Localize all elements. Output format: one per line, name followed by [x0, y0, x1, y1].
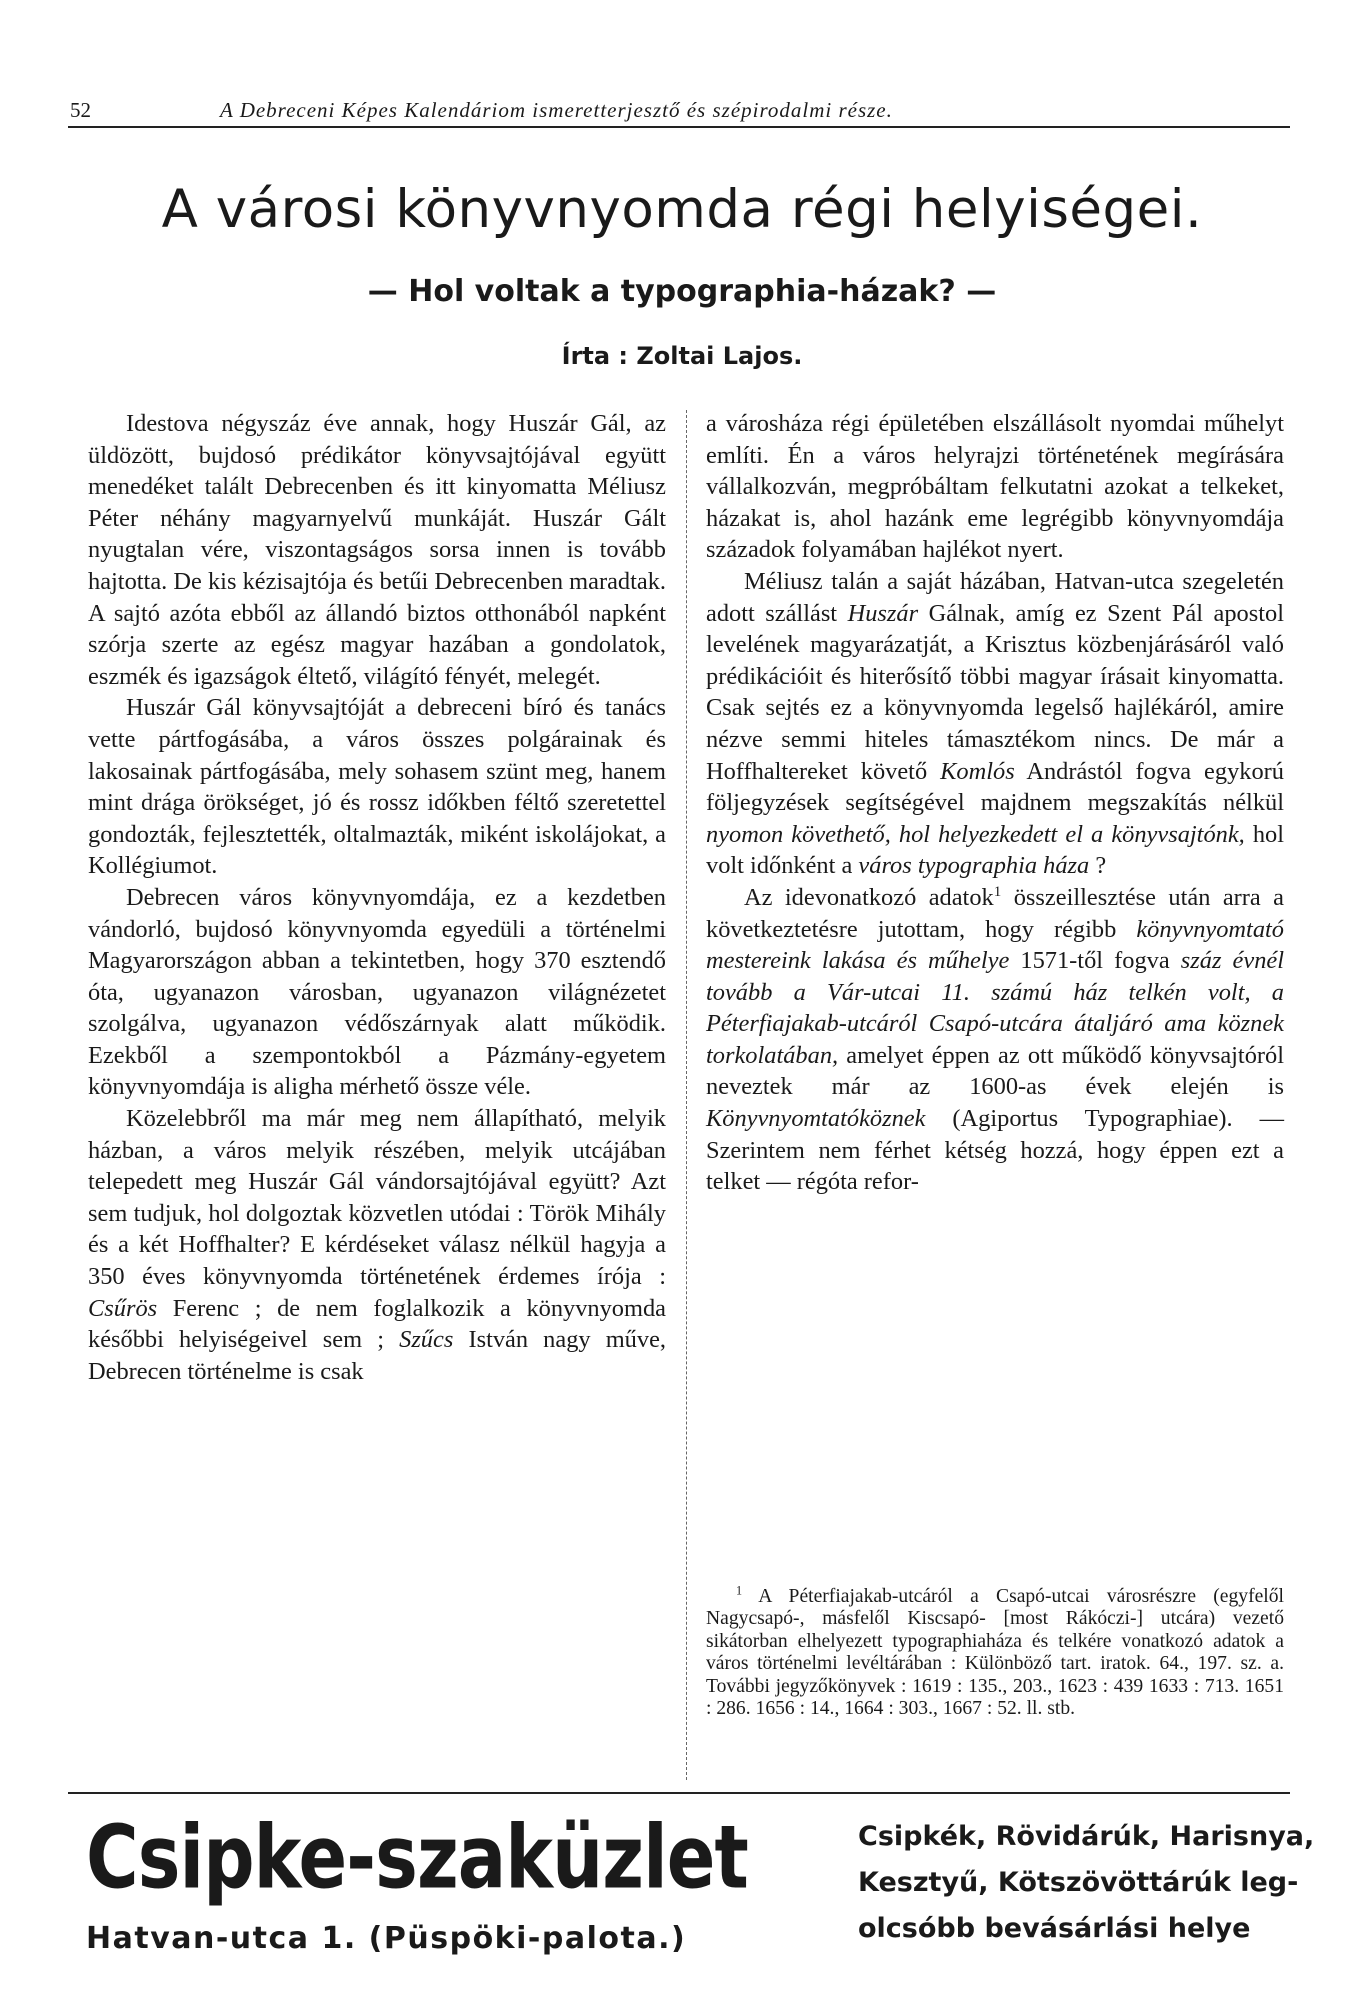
right-column — [706, 408, 1284, 1198]
advertisement-line-2: Kesztyű, Kötszövöttárúk leg- — [858, 1867, 1299, 1898]
right-p2-name-2: Komlós — [940, 757, 1015, 785]
right-p3-text-c: 1571-től fogva — [1009, 947, 1181, 975]
footnote-marker: 1 — [736, 1583, 743, 1598]
right-p2-italic-2: város typographia háza — [858, 852, 1090, 880]
right-p3-italic-3: Könyvnyomtatóköznek — [706, 1105, 926, 1133]
page-number: 52 — [70, 98, 91, 122]
right-p2-text-e: ? — [1089, 852, 1107, 880]
advertisement-rule — [68, 1792, 1290, 1794]
advertisement-description — [858, 1814, 1315, 1952]
left-p4-text-c: István nagy műve, Debrecen történelme is csak — [88, 1326, 666, 1385]
right-p2-name: Huszár — [847, 599, 919, 627]
footnote-reference[interactable]: 1 — [993, 883, 1002, 900]
right-p2-text-d: hol volt időnként a — [706, 820, 1285, 880]
running-head — [68, 96, 1290, 128]
article-byline: Írta : Zoltai Lajos. — [561, 342, 803, 370]
advertisement-line-3: olcsóbb bevásárlási helye — [858, 1913, 1251, 1944]
right-p3-italic-2: száz évnél tovább a Vár-utcai 11. számú ház telkén volt, a Péterfiajakab-utcáról Csapó-utcára átaljáró ama köznek torkolatában, — [706, 947, 1284, 1069]
right-paragraph-2 — [706, 566, 1284, 882]
left-paragraph-1: Idestova négyszáz éve annak, hogy Huszár Gál, az üldözött, bujdosó prédikátor könyvsajtójával együtt menedéket talált Debrecenben és itt kinyomatta Méliusz Péter néhány magyarnyelvű munkáját. Huszár Gált nyugtalan vére, viszontagságos sorsa innen is tovább hajtotta. De kis kézisajtója és betűi Debrecenben maradtak. A sajtó azóta ebből az állandó biztos otthonából napként szórja szerte az egész magyar hazában a gondolatok, eszmék és igazságok éltető, világító fényét, melegét. — [88, 410, 666, 690]
footnote — [706, 1583, 1284, 1720]
right-p3-text-b: összeillesztése után arra a következtetésre jutottam, hogy régibb — [706, 883, 1284, 943]
right-p3-text-e: (Agiportus Typographiae). — Szerintem nem férhet kétség hozzá, hogy éppen ezt a telket — régóta refor- — [706, 1105, 1284, 1196]
article-title: A városi könyvnyomda régi helyiségei. — [161, 179, 1203, 240]
right-p3-italic-1: könyvnyomtató mestereink lakása és műhelye — [706, 915, 1284, 975]
left-p4-text-a: Közelebbről ma már meg nem állapítható, melyik házban, a város melyik részében, melyik utcájában telepedett meg Huszár Gál vándorsajtójával együtt? Azt sem tudjuk, hol dolgoztak közvetlen utódai : Török Mihály és a két Hoffhalter? E kérdéseket válasz nélkül hagyja a 350 éves könyvnyomda történetének érdemes írója : — [88, 1105, 666, 1291]
right-p2-text-a: Méliusz talán a saját házában, Hatvan-utca szegeletén adott szállást — [706, 567, 1284, 627]
advertisement-name: Csipke-szaküzlet — [86, 1808, 748, 1909]
left-p4-text-b: Ferenc ; de nem foglalkozik a könyvnyomda későbbi helyiségeivel sem ; — [88, 1294, 666, 1354]
left-column — [88, 408, 666, 1387]
right-p2-italic-1: nyomon követhető, hol helyezkedett el a könyvsajtónk, — [706, 820, 1245, 848]
column-divider — [686, 410, 687, 1780]
right-paragraph-3 — [706, 882, 1284, 1198]
left-paragraph-3: Debrecen város könyvnyomdája, ez a kezdetben vándorló, bujdosó könyvnyomda egyedüli a történelmi Magyarországon abban a tekintetben, hogy 370 esztendő óta, ugyanazon városban, ugyanazon világnézetet szolgálva, ugyanazon védőszárnyak alatt működik. Ezekből a szempontokból a Pázmány-egyetem könyvnyomdája is aligha mérhető össze véle. — [88, 883, 666, 1101]
footnote-paragraph — [706, 1583, 1284, 1720]
right-p2-text-c: Andrástól fogva egykorú följegyzések segítségével majdnem megszakítás nélkül — [706, 757, 1284, 817]
right-paragraph-1: a városháza régi épületében elszállásolt nyomdai műhelyt említi. Én a város helyrajzi történetének megírására vállalkozván, megpróbáltam felkutatni azokat a telkeket, házakat is, ahol hazánk eme legrégibb könyvnyomdája századok folyamában hajlékot nyert. — [706, 410, 1284, 564]
left-paragraph-2: Huszár Gál könyvsajtóját a debreceni bíró és tanács vette pártfogásába, a város összes polgárainak és lakosainak pártfogásába, mely sohasem szünt meg, hanem mint drága örökséget, jó és rossz időkben féltő szeretettel gondozták, fejlesztették, oltalmazták, miként iskolájokat, a Kollégiumot. — [88, 694, 666, 880]
running-title: A Debreceni Képes Kalendáriom ismeretterjesztő és szépirodalmi része. — [220, 98, 893, 122]
article-subtitle: — Hol voltak a typographia-házak? — — [367, 274, 997, 309]
right-p3-text-a: Az idevonatkozó adatok — [744, 883, 994, 911]
right-p3-text-d: amelyet éppen az ott működő könyvsajtóról neveztek már az 1600-as évek elején is — [706, 1041, 1284, 1101]
left-p4-name-1: Csűrös — [88, 1294, 158, 1322]
left-paragraph-4 — [88, 1103, 666, 1387]
footnote-text: A Péterfiajakab-utcáról a Csapó-utcai városrészre (egyfelől Nagycsapó-, másfelől Kiscsapó- [most Rákóczi-] utcára) vezető sikátorban elhelyezett typographiaháza és telkére vonatkozó adatok a város történelmi levéltárában : Különböző tart. iratok. 64., 197. sz. a. További jegyzőkönyvek : 1619 : 135., 203., 1623 : 439 1633 : 713. 1651 : 286. 1656 : 14., 1664 : 303., 1667 : 52. ll. stb. — [706, 1586, 1284, 1720]
advertisement-address: Hatvan-utca 1. (Püspöki-palota.) — [86, 1921, 687, 1956]
left-p4-name-2: Szűcs — [399, 1326, 454, 1354]
advertisement-line-1: Csipkék, Rövidárúk, Harisnya, — [858, 1821, 1315, 1852]
right-p2-text-b: Gálnak, amíg ez Szent Pál apostol levelének magyarázatját, a Krisztus közbenjárásáról való prédikációit és hiterősítő többi magyar írásait kinyomatta. Csak sejtés ez a könyvnyomda legelső hajlékáról, amire nézve semmi hiteles támasztékom nincs. De már a Hoffhaltereket követő — [706, 599, 1284, 785]
